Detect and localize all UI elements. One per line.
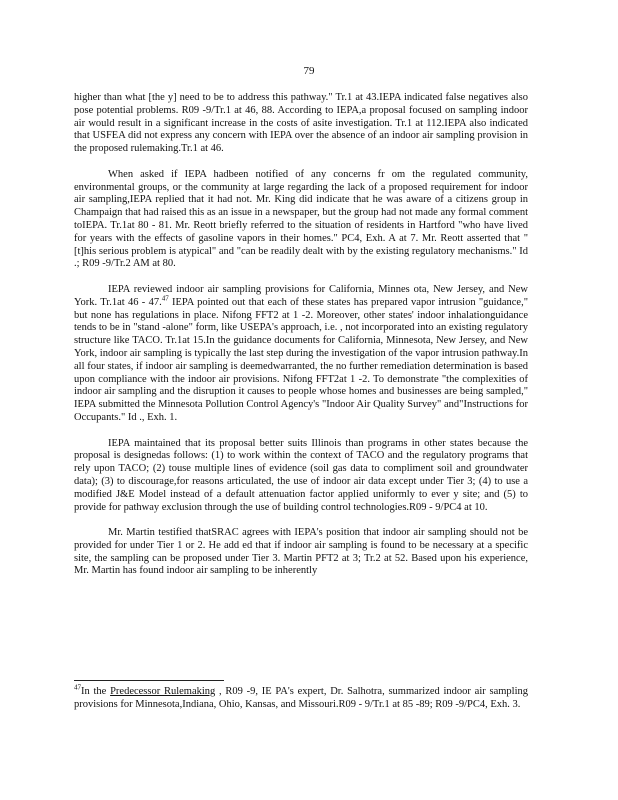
paragraph-1: higher than what [the y] need to be to address this pathway." Tr.1 at 43.IEPA indicated false negatives also pose potential problems. R09 -9/Tr.1 at 46, 88. According to IEPA,a proposal focused on sampling indoor air would result in a significant increase in the costs of asite investigation. Tr.1 at 112.IEPA also indicated that USFEA did not express any concern with IEPA over the absence of an indoor air sampling provision in the proposed rulemaking.Tr.1 at 46. bbox=[74, 92, 528, 155]
paragraph-3-text-before: IEPA reviewed indoor air sampling provisions for California, Minnes ota, New Jersey, and New York. Tr.1at 46 - 47. bbox=[74, 283, 528, 308]
paragraph-3-text-after: IEPA pointed out that each of these states has prepared vapor intrusion "guidance," but none has regulations in place. Nifong FFT2 at 1 -2. Moreover, other states' indoor inhalationguidance tends to be in "stand -alone" form, like USEPA's approach, i.e. , not incorporated into an existing regulatory structure like TACO. Tr.1at 15.In the guidance documents for California, Minnesota, New Jersey, and New York, indoor air sampling is typically the last step during the investigation of the vapor intrusion pathway.In all four states, if indoor air sampling is deemedwarranted, the no further remediation determination is based upon compliance with the indoor air provisions. Nifong FFT2at 1 -2. To demonstrate "the complexities of indoor air sampling and the disruption it causes to people whose homes and businesses are being sampled," IEPA submitted the Minnesota Pollution Control Agency's "Indoor Air Quality Survey" and"Instructions for Occupants." Id ., Exh. 1. bbox=[74, 296, 528, 423]
footnote-text: , R09 -9, IE PA's expert, Dr. Salhotra, summarized indoor air sampling provisions for Minnesota,Indiana, Ohio, Kansas, and Missouri.R09 - 9/Tr.1 at 85 -89; R09 -9/PC4, Exh. 3. bbox=[74, 686, 528, 710]
body-text bbox=[74, 92, 528, 591]
footnote bbox=[74, 683, 528, 712]
paragraph-3 bbox=[74, 284, 528, 425]
paragraph-5: Mr. Martin testified thatSRAC agrees with IEPA's position that indoor air sampling should not be provided for under Tier 1 or 2. He add ed that if indoor air sampling is found to be necessary at a specific site, the sampling can be proposed under Tier 3. Martin PFT2 at 3; Tr.2 at 52. Based upon his experience, Mr. Martin has found indoor air sampling to be inherently bbox=[74, 527, 528, 577]
footnote-number: 47 bbox=[74, 683, 81, 692]
paragraph-2: When asked if IEPA hadbeen notified of any concerns fr om the regulated community, environmental groups, or the community at large regarding the lack of a proposed requirement for indoor air sampling,IEPA replied that it had not. Mr. King did indicate that he was aware of a citizens group in Champaign that had raised this as an issue in a newspaper, but the group had not made any formal comment toIEPA. Tr.1at 80 - 81. Mr. Reott briefly referred to the situation of residents in Hartford "who have lived for years with the effects of gasoline vapors in their homes." PC4, Exh. A at 7. Mr. Reott asserted that "[t]his serious problem is atypical" and "can be readily dealt with by the existing regulatory mechanisms." Id .; R09 -9/Tr.2 AM at 80. bbox=[74, 168, 528, 270]
footnote-reference: 47 bbox=[161, 294, 169, 303]
page-number: 79 bbox=[303, 65, 315, 77]
footnote-divider bbox=[74, 680, 224, 681]
paragraph-4: IEPA maintained that its proposal better suits Illinois than programs in other states because the proposal is designedas follows: (1) to work within the context of TACO and the regulatory programs that rely upon TACO; (2) touse multiple lines of evidence (soil gas data to compliment soil and groundwater data); (3) to discourage,for reasons articulated, the use of indoor air data except under Tier 3; (4) to use a modified J&E Model instead of a default attenuation factor applied uniformly to ever y site; and (5) to provide for pathway exclusion through the use of building control technologies.R09 - 9/PC4 at 10. bbox=[74, 437, 528, 513]
footnote-case-name: Predecessor Rulemaking bbox=[110, 686, 216, 697]
footnote-lead: In the bbox=[81, 686, 111, 697]
